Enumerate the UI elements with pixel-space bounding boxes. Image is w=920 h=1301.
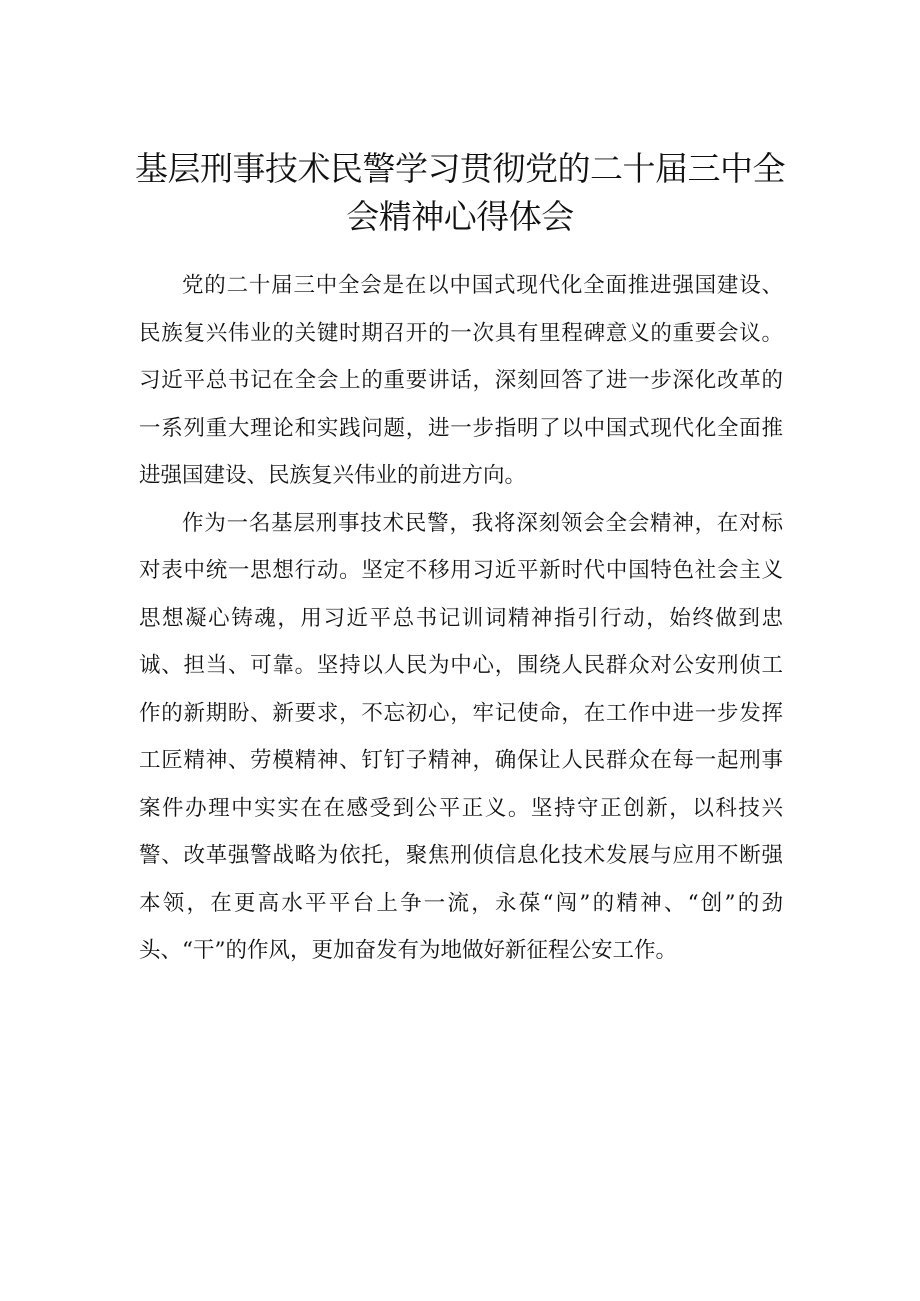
document-body: [139, 262, 783, 975]
paragraph-2: 作为一名基层刑事技术民警，我将深刻领会全会精神，在对标对表中统一思想行动。坚定不移用习近平新时代中国特色社会主义思想凝心铸魂，用习近平总书记训词精神指引行动，始终做到忠诚、担当、可靠。坚持以人民为中心，围绕人民群众对公安刑侦工作的新期盼、新要求，不忘初心，牢记使命，在工作中进一步发挥工匠精神、劳模精神、钉钉子精神，确保让人民群众在每一起刑事案件办理中实实在在感受到公平正义。坚持守正创新，以科技兴警、改革强警战略为依托，聚焦刑侦信息化技术发展与应用不断强本领，在更高水平平台上争一流，永葆“闯”的精神、“创”的劲头、“干”的作风，更加奋发有为地做好新征程公安工作。: [139, 510, 783, 963]
document-title: 基层刑事技术民警学习贯彻党的二十届三中全会精神心得体会: [135, 149, 785, 236]
paragraph-1: 党的二十届三中全会是在以中国式现代化全面推进强国建设、民族复兴伟业的关键时期召开的一次具有里程碑意义的重要会议。习近平总书记在全会上的重要讲话，深刻回答了进一步深化改革的一系列重大理论和实践问题，进一步指明了以中国式现代化全面推进强国建设、民族复兴伟业的前进方向。: [139, 273, 783, 488]
